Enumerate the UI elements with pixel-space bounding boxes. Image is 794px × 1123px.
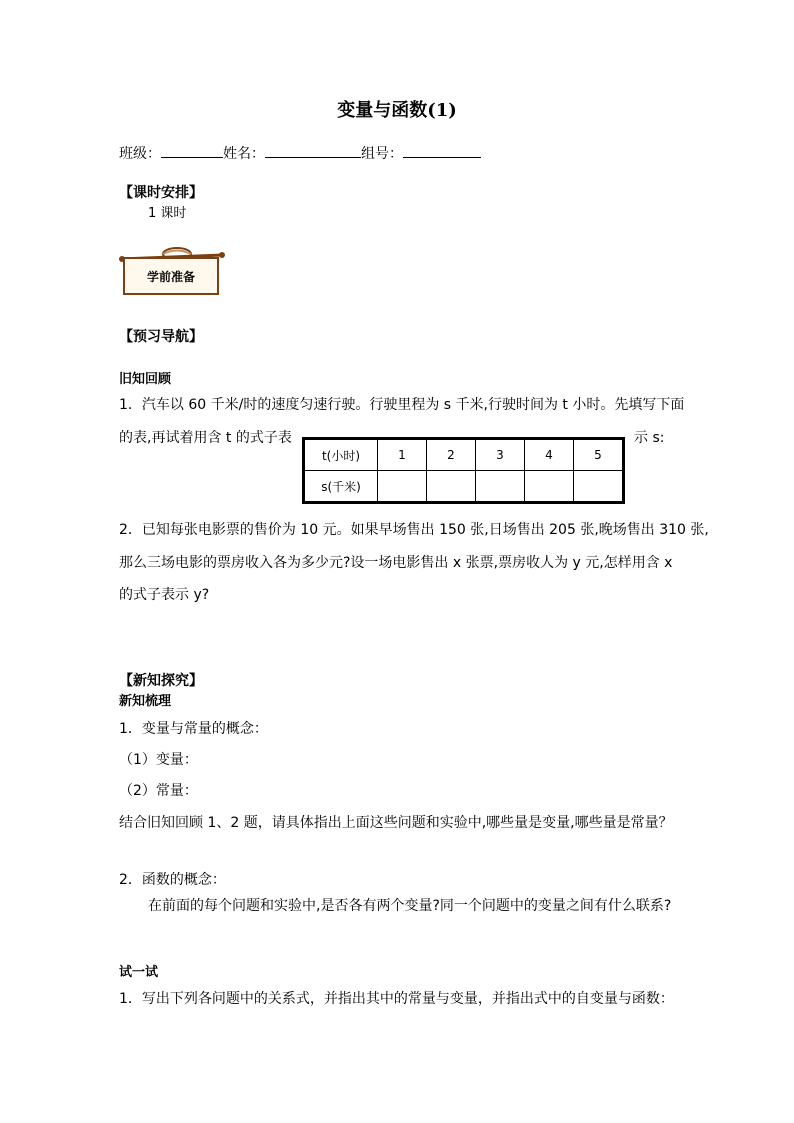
group-blank bbox=[403, 143, 481, 158]
table-row2-label: s(千米) bbox=[304, 471, 378, 503]
combine-question: 结合旧知回顾 1、2 题，请具体指出上面这些问题和实验中,哪些量是变量,哪些量是常量？ bbox=[119, 815, 673, 831]
badge-label: 学前准备 bbox=[146, 270, 195, 284]
table-cell-s4 bbox=[525, 471, 574, 503]
name-blank bbox=[265, 143, 361, 158]
table-row bbox=[304, 471, 624, 503]
q1-line2-left: 的表,再试着用含 t 的式子表 bbox=[119, 430, 292, 446]
concept-constant: （2）常量： bbox=[119, 783, 198, 799]
schedule-value: 1 课时 bbox=[148, 206, 187, 221]
time-distance-table bbox=[302, 437, 625, 504]
function-question: 在前面的每个问题和实验中,是否各有两个变量?同一个问题中的变量之间有什么联系? bbox=[148, 898, 672, 914]
table-row1-label: t(小时) bbox=[304, 439, 378, 471]
page-title: 变量与函数(1) bbox=[337, 100, 457, 121]
try-it-item-1: 1．写出下列各问题中的关系式，并指出其中的常量与变量，并指出式中的自变量与函数： bbox=[119, 991, 674, 1007]
table-row bbox=[304, 439, 624, 471]
table-col-5: 5 bbox=[574, 439, 624, 471]
table-col-3: 3 bbox=[476, 439, 525, 471]
schedule-heading: 【课时安排】 bbox=[119, 185, 203, 201]
preview-subheading: 旧知回顾 bbox=[119, 372, 172, 387]
table-col-2: 2 bbox=[427, 439, 476, 471]
concept-variable: （1）变量： bbox=[119, 752, 198, 768]
class-label: 班级： bbox=[119, 146, 161, 162]
preparation-badge bbox=[119, 245, 225, 297]
table-cell-s2 bbox=[427, 471, 476, 503]
try-it-heading: 试一试 bbox=[119, 965, 159, 980]
q1-line1: 1．汽车以 60 千米/时的速度匀速行驶。行驶里程为 s 千米,行驶时间为 t 小时。先填写下面 bbox=[119, 397, 685, 413]
table-cell-s3 bbox=[476, 471, 525, 503]
concept-item-2: 2．函数的概念： bbox=[119, 872, 226, 888]
header-fields bbox=[119, 143, 481, 164]
table-cell-s5 bbox=[574, 471, 624, 503]
q1-line2-right: 示 s: bbox=[634, 430, 665, 446]
group-label: 组号： bbox=[361, 146, 403, 162]
table-col-4: 4 bbox=[525, 439, 574, 471]
q2-line1: 2．已知每张电影票的售价为 10 元。如果早场售出 150 张,日场售出 205 张,晚场售出 310 张, bbox=[119, 522, 709, 538]
badge-frame bbox=[123, 257, 219, 295]
q2-line3: 的式子表示 y? bbox=[119, 587, 210, 603]
name-label: 姓名： bbox=[223, 146, 265, 162]
class-blank bbox=[161, 143, 223, 158]
preview-heading: 【预习导航】 bbox=[119, 329, 203, 345]
q2-line2: 那么三场电影的票房收入各为多少元?设一场电影售出 x 张票,票房收人为 y 元,怎样用含 x bbox=[119, 555, 673, 571]
new-knowledge-subheading: 新知梳理 bbox=[119, 694, 172, 709]
concept-item-1: 1．变量与常量的概念： bbox=[119, 721, 268, 737]
table-cell-s1 bbox=[378, 471, 427, 503]
new-knowledge-heading: 【新知探究】 bbox=[119, 673, 203, 689]
table-col-1: 1 bbox=[378, 439, 427, 471]
